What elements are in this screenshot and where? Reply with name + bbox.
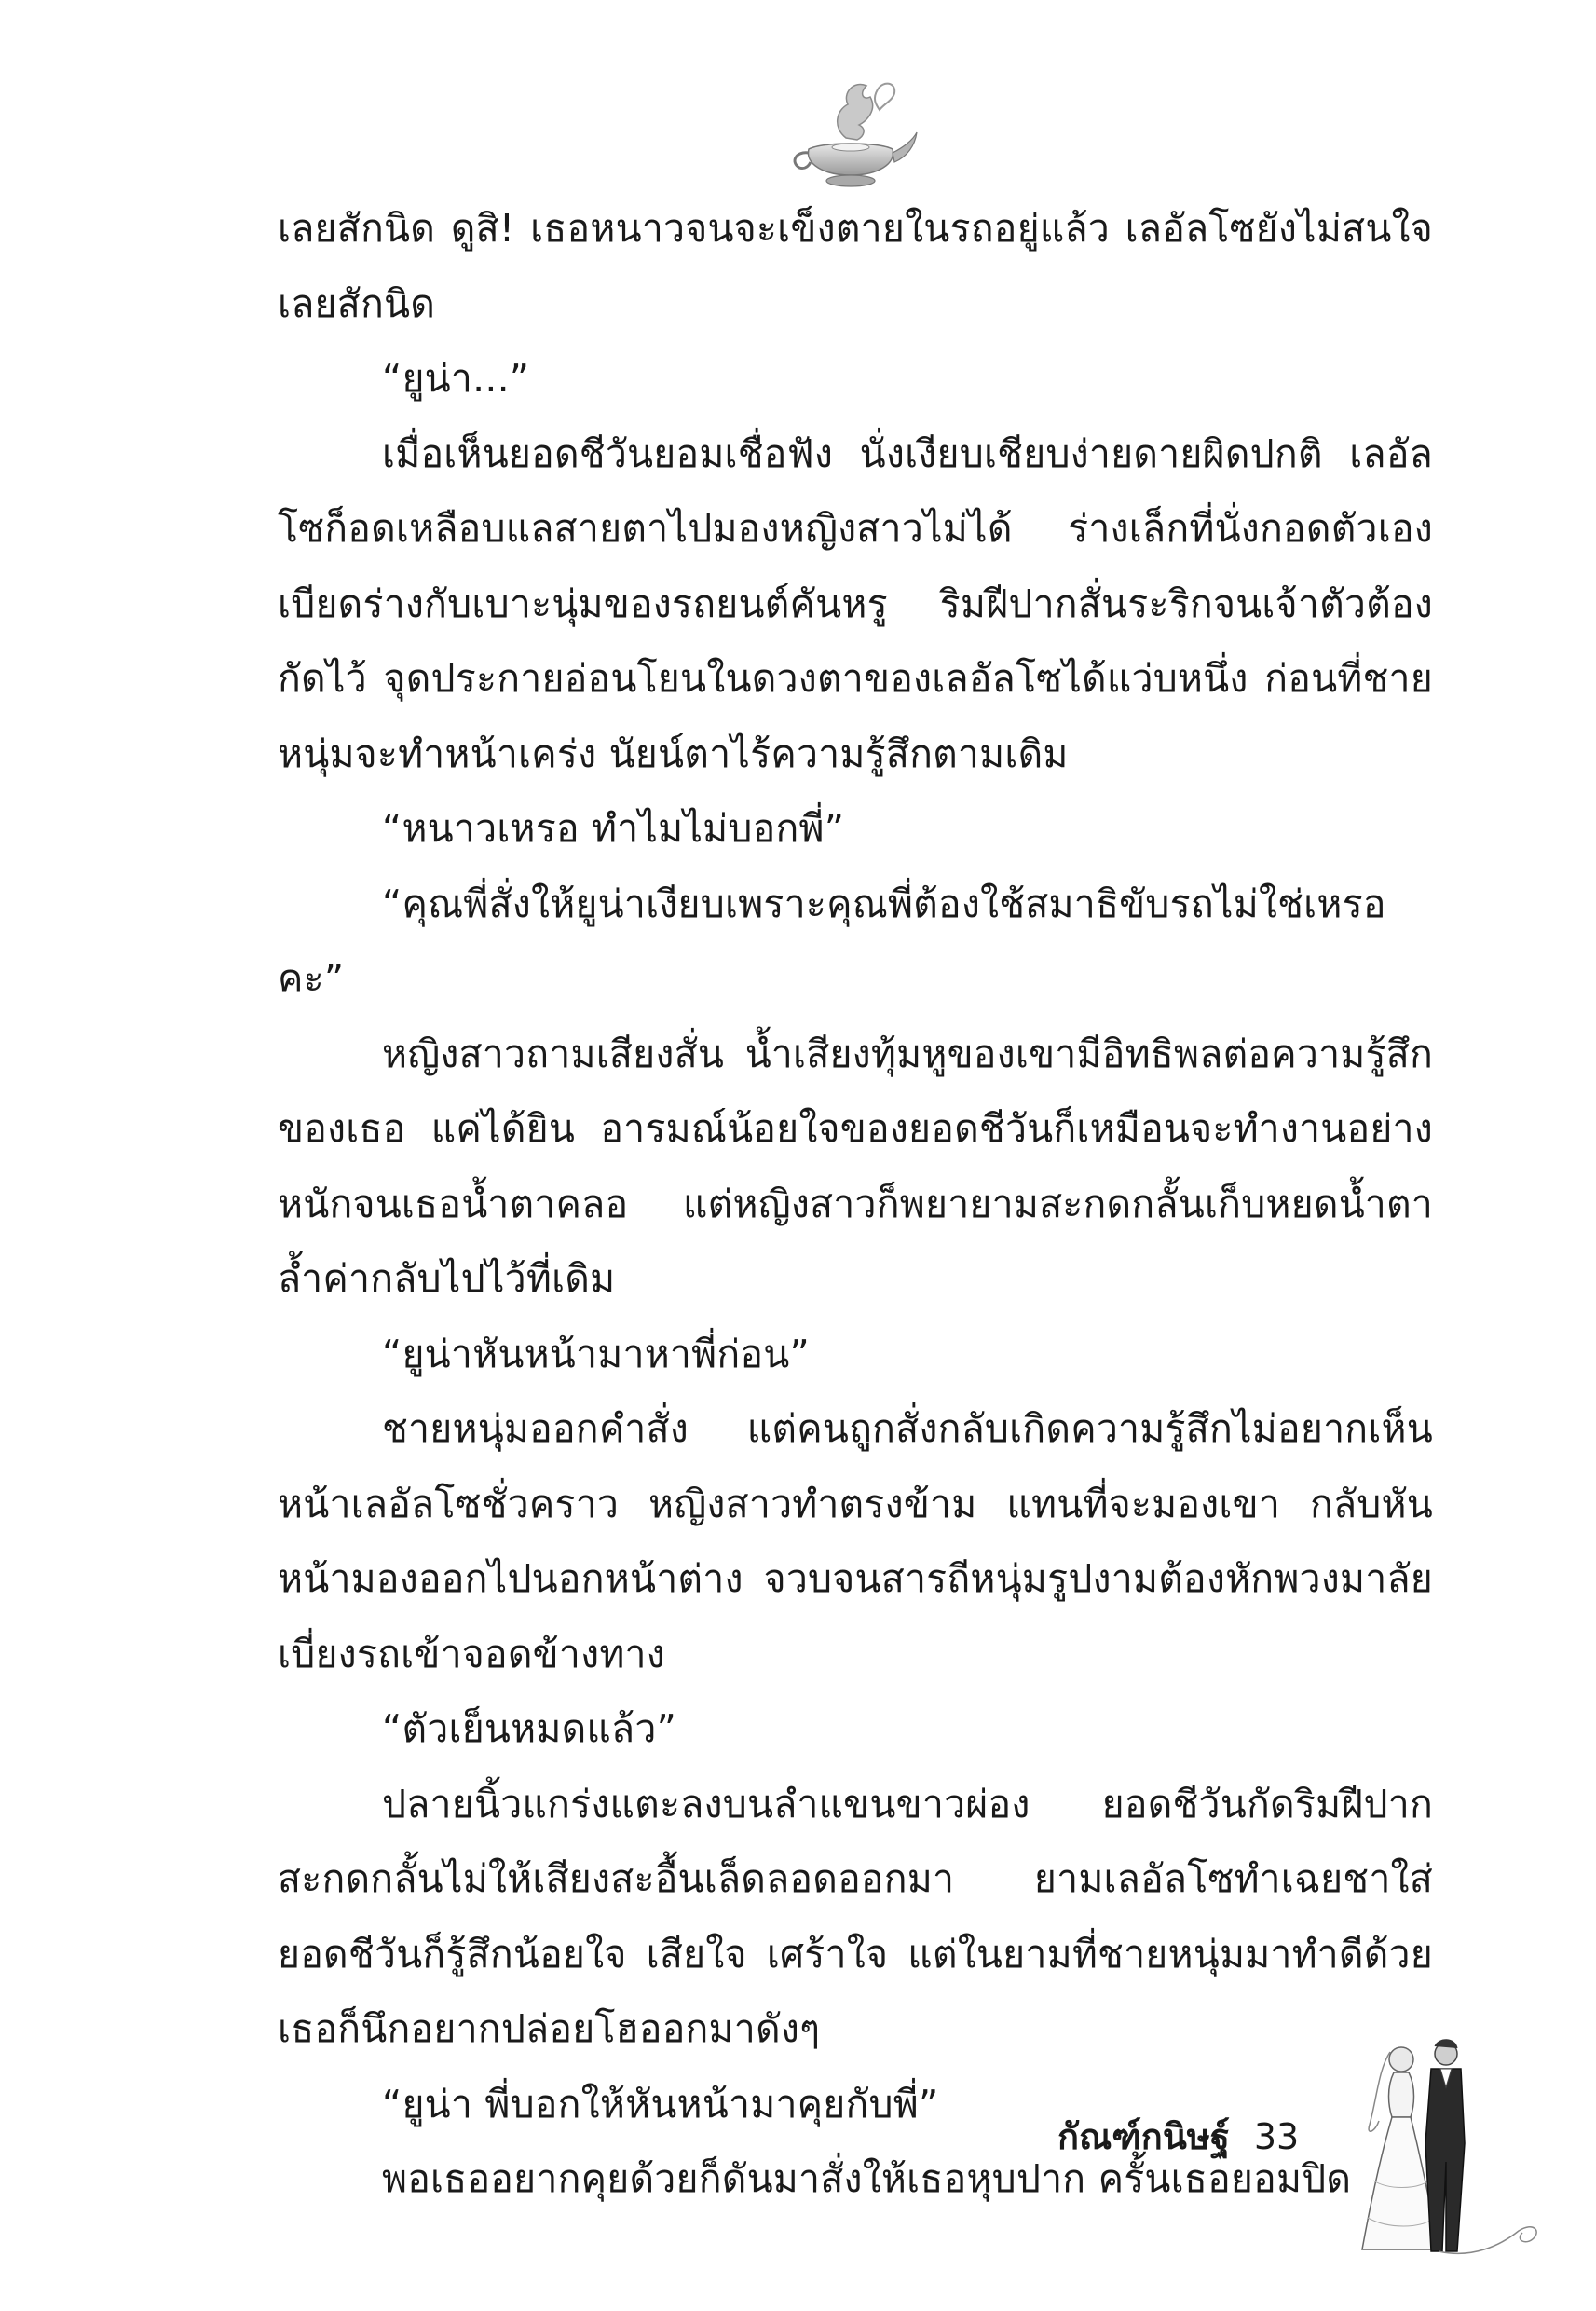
wedding-couple-icon: [1342, 2031, 1547, 2264]
dialogue-line: “คุณพี่สั่งให้ยูน่าเงียบเพราะคุณพี่ต้องใช้สมาธิขับรถไม่ใช่เหรอคะ”: [278, 881, 1386, 1001]
dialogue-line: “ยูน่า พี่บอกให้หันหน้ามาคุยกับพี่”: [382, 2081, 939, 2126]
dialogue-line: “ยูน่า...”: [382, 356, 530, 401]
paragraph: เลยสักนิด ดูสิ! เธอหนาวจนจะเข็งตายในรถอยู่แล้ว เลอัลโซยังไม่สนใจเลยสักนิด: [278, 206, 1433, 326]
page-number: 33: [1253, 2116, 1300, 2157]
dialogue-line: “ตัวเย็นหมดแล้ว”: [382, 1706, 677, 1751]
dialogue-line: “ยูน่าหันหน้ามาหาพี่ก่อน”: [382, 1331, 810, 1376]
dialogue-line: “หนาวเหรอ ทำไมไม่บอกพี่”: [382, 806, 845, 851]
paragraph: เมื่อเห็นยอดชีวันยอมเชื่อฟัง นั่งเงียบเชียบง่ายดายผิดปกติ เลอัลโซก็อดเหลือบแลสายตาไปมองหญิงสาวไม่ได้ ร่างเล็กที่นั่งกอดตัวเองเบียดร่างกับเบาะนุ่มของรถยนต์คันหรู ริมฝีปากสั่นระริกจนเจ้าตัวต้องกัดไว้ จุดประกายอ่อนโยนในดวงตาของเลอัลโซได้แว่บหนึ่ง ก่อนที่ชายหนุ่มจะทำหน้าเคร่ง นัยน์ตาไร้ความรู้สึกตามเดิม: [278, 431, 1433, 776]
paragraph: ชายหนุ่มออกคำสั่ง แต่คนถูกสั่งกลับเกิดความรู้สึกไม่อยากเห็นหน้าเลอัลโซชั่วคราว หญิงสาวทำตรงข้าม แทนที่จะมองเขา กลับหันหน้ามองออกไปนอกหน้าต่าง จวบจนสารถีหนุ่มรูปงามต้องหักพวงมาลัยเบี่ยงรถเข้าจอดข้างทาง: [278, 1406, 1433, 1676]
paragraph: ปลายนิ้วแกร่งแตะลงบนลำแขนขาวผ่อง ยอดชีวันกัดริมฝีปากสะกดกลั้นไม่ให้เสียงสะอื้นเล็ดลอดออกมา ยามเลอัลโซทำเฉยชาใส่ยอดชีวันก็รู้สึกน้อยใจ เสียใจ เศร้าใจ แต่ในยามที่ชายหนุ่มมาทำดีด้วยเธอก็นึกอยากปล่อยโฮออกมาดังๆ: [278, 1781, 1433, 2051]
paragraph: หญิงสาวถามเสียงสั่น น้ำเสียงทุ้มหูของเขามีอิทธิพลต่อความรู้สึกของเธอ แค่ได้ยิน อารมณ์น้อยใจของยอดชีวันก็เหมือนจะทำงานอย่างหนักจนเธอน้ำตาคลอ แต่หญิงสาวก็พยายามสะกดกลั้นเก็บหยดน้ำตาล้ำค่ากลับไปไว้ที่เดิม: [278, 1031, 1433, 1301]
author-name: กัณฑ์กนิษฐ์: [1057, 2116, 1230, 2157]
paragraph: พอเธออยากคุยด้วยก็ดันมาสั่งให้เธอหุบปาก ครั้นเธอยอมปิด: [382, 2156, 1352, 2201]
genie-lamp-icon: [781, 73, 921, 194]
page-footer: [1057, 2108, 1299, 2164]
body-text: [278, 191, 1433, 2217]
